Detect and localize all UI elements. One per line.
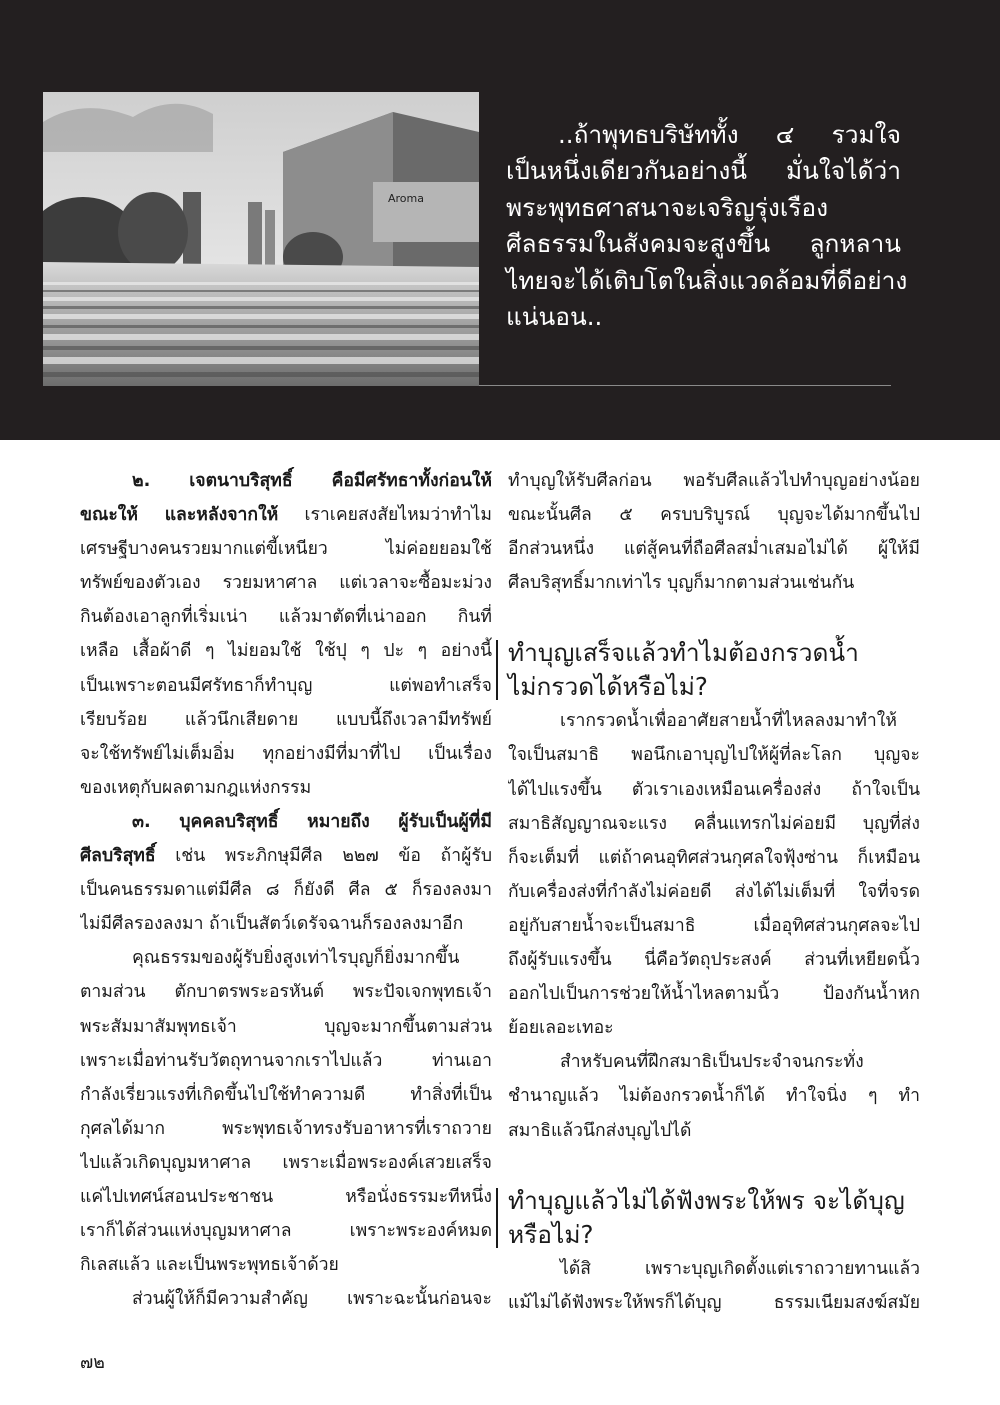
text-line: ตามส่วน ตักบาตรพระอรหันต์ พระปัจเจกพุทธเจ้า xyxy=(80,982,492,1003)
text-line: ใจเป็นสมาธิ พอนึกเอาบุญไปให้ผู้ที่ละโลก บุญจะ xyxy=(508,745,920,766)
text-line xyxy=(80,498,492,532)
section-heading-blessing xyxy=(508,1184,920,1252)
right-column xyxy=(508,464,920,1320)
page-number: ๗๒ xyxy=(80,1353,105,1373)
text-line: พระสัมมาสัมพุทธเจ้า บุญจะมากขึ้นตามส่วน xyxy=(80,1016,492,1037)
text-line: ไปแล้วเกิดบุญมหาศาล เพราะเมื่อพระองค์เสวยเสร็จ xyxy=(80,1152,492,1173)
text-line: เศรษฐีบางคนรวยมากแต่ขี้เหนียว ไม่ค่อยยอมใช้ xyxy=(80,539,492,560)
text-line: แม้ไม่ได้ฟังพระให้พรก็ได้บุญ ธรรมเนียมสงฆ์สมัย xyxy=(508,1292,920,1313)
text-line: ก็จะเต็มที่ แต่ถ้าคนอุทิศส่วนกุศลใจฟุ้งซ่าน ก็เหมือน xyxy=(508,847,920,868)
text-line: อีกส่วนหนึ่ง แต่สู้คนที่ถือศีลสม่ำเสมอไม่ได้ ผู้ให้มี xyxy=(508,539,920,560)
crowd-photo-illustration xyxy=(43,92,479,386)
text-line: ส่วนผู้ให้ก็มีความสำคัญ เพราะฉะนั้นก่อนจะ xyxy=(132,1289,492,1310)
text-line: เรากรวดน้ำเพื่ออาศัยสายน้ำที่ไหลลงมาทำให้ xyxy=(560,711,897,732)
heading-line: ทำบุญแล้วไม่ได้ฟังพระให้พร จะได้บุญ xyxy=(508,1185,905,1215)
mall-sign-text: Aroma xyxy=(388,192,424,205)
bold-lead: ศีลบริสุทธิ์ xyxy=(80,846,156,867)
text-line: ย้อยเลอะเทอะ xyxy=(508,1018,614,1039)
text-line: ถึงผู้รับแรงขึ้น นี่คือวัตถุประสงค์ ส่วนที่เหยียดนิ้ว xyxy=(508,950,920,971)
text-line: เรียบร้อย แล้วนึกเสียดาย แบบนี้ถึงเวลามีทรัพย์ xyxy=(80,709,492,730)
text-line: อยู่กับสายน้ำจะเป็นสมาธิ เมื่ออุทิศส่วนกุศลจะไป xyxy=(508,915,920,936)
text-line: จะใช้ทรัพย์ไม่เต็มอิ่ม ทุกอย่างมีที่มาที่ไป เป็นเรื่อง xyxy=(80,743,492,764)
quote-line: ศีลธรรมในสังคมจะสูงขึ้น ลูกหลาน xyxy=(506,229,901,259)
section-heading-grudnam xyxy=(508,636,920,704)
pull-quote xyxy=(506,117,908,335)
text-line: สำหรับคนที่ฝึกสมาธิเป็นประจำจนกระทั่ง xyxy=(560,1052,864,1073)
text-line: สมาธิสัญญาณจะแรง คลื่นแทรกไม่ค่อยมี บุญที่ส่ง xyxy=(508,813,920,834)
heading-line: ทำบุญเสร็จแล้วทำไมต้องกรวดน้ำ xyxy=(508,638,859,668)
text-line: เป็นคนธรรมดาแต่มีศีล ๘ ก็ยังดี ศีล ๕ ก็รองลงมา xyxy=(80,880,492,901)
text-line: เราก็ได้ส่วนแห่งบุญมหาศาล เพราะพระองค์หมด xyxy=(80,1221,492,1242)
text-line: ทรัพย์ของตัวเอง รวยมหาศาล แต่เวลาจะซื้อมะม่วง xyxy=(80,573,492,594)
text-line: เป็นเพราะตอนมีศรัทธาก็ทำบุญ แต่พอทำเสร็จ xyxy=(80,675,492,696)
text-line: กับเครื่องส่งที่กำลังไม่ค่อยดี ส่งได้ไม่เต็มที่ ใจที่จรด xyxy=(508,881,920,902)
text-line: เพราะเมื่อท่านรับวัตถุทานจากเราไปแล้ว ท่านเอา xyxy=(80,1050,492,1071)
heading-line: หรือไม่? xyxy=(508,1219,594,1249)
bold-lead: ๒. เจตนาบริสุทธิ์ คือมีศรัทธาทั้งก่อนให้ xyxy=(132,471,492,491)
bold-lead: ขณะให้ และหลังจากให้ xyxy=(80,505,279,526)
quote-line: ..ถ้าพุทธบริษัททั้ง ๔ รวมใจ xyxy=(558,120,901,149)
text-line xyxy=(80,839,492,873)
text-line: กุศลได้มาก พระพุทธเจ้าทรงรับอาหารที่เราถวาย xyxy=(80,1118,492,1139)
text-line: กำลังเรี่ยวแรงที่เกิดขึ้นไปใช้ทำความดี ทำสิ่งที่เป็น xyxy=(80,1084,492,1105)
text-line: ได้ไปแรงขึ้น ตัวเราเองเหมือนเครื่องส่ง ถ้าใจเป็น xyxy=(508,779,920,800)
text-line: ของเหตุกับผลตามกฎแห่งกรรม xyxy=(80,777,312,798)
text-line: กิเลสแล้ว และเป็นพระพุทธเจ้าด้วย xyxy=(80,1255,339,1276)
text-line: ขณะนั้นศีล ๕ ครบบริบูรณ์ บุญจะได้มากขึ้นไป xyxy=(508,505,920,526)
inline-text: เช่น พระภิกษุมีศีล ๒๒๗ ข้อ ถ้าผู้รับ xyxy=(155,846,492,867)
text-line: ออกไปเป็นการช่วยให้น้ำไหลตามนิ้ว ป้องกันน้ำหก xyxy=(508,984,920,1005)
left-column xyxy=(80,464,492,1316)
text-line: ศีลบริสุทธิ์มากเท่าไร บุญก็มากตามส่วนเช่นกัน xyxy=(508,573,855,594)
text-line: ทำบุญให้รับศีลก่อน พอรับศีลแล้วไปทำบุญอย่างน้อย xyxy=(508,471,920,491)
quote-line: ไทยจะได้เติบโตในสิ่งแวดล้อมที่ดีอย่าง xyxy=(506,265,908,295)
text-line: ชำนาญแล้ว ไม่ต้องกรวดน้ำก็ได้ ทำใจนิ่ง ๆ ทำ xyxy=(508,1086,920,1107)
inline-text: เราเคยสงสัยไหมว่าทำไม xyxy=(278,505,492,526)
text-line: แค่ไปเทศน์สอนประชาชน หรือนั่งธรรมะทีหนึ่ง xyxy=(80,1186,492,1207)
text-line: ไม่มีศีลรองลงมา ถ้าเป็นสัตว์เดรัจฉานก็รองลงมาอีก xyxy=(80,914,464,935)
text-line: กินต้องเอาลูกที่เริ่มเน่า แล้วมาตัดที่เน่าออก กินที่ xyxy=(80,607,492,628)
text-line xyxy=(80,805,492,839)
divider-rule xyxy=(479,385,891,386)
text-line: คุณธรรมของผู้รับยิ่งสูงเท่าไรบุญก็ยิ่งมากขึ้น xyxy=(132,948,460,969)
text-line: ได้สิ เพราะบุญเกิดตั้งแต่เราถวายทานแล้ว xyxy=(560,1258,920,1279)
bold-lead: ๓. บุคคลบริสุทธิ์ หมายถึง ผู้รับเป็นผู้ที่มี xyxy=(132,811,492,832)
text-line: เหลือ เสื้อผ้าดี ๆ ไม่ยอมใช้ ใช้ปุ ๆ ปะ ๆ อย่างนี้ xyxy=(80,641,492,662)
header-banner xyxy=(0,0,1000,440)
crowd-photo xyxy=(43,92,479,386)
quote-line: แน่นอน.. xyxy=(506,302,603,332)
text-line xyxy=(80,464,492,498)
quote-line: เป็นหนึ่งเดียวกันอย่างนี้ มั่นใจได้ว่า xyxy=(506,156,901,186)
heading-line: ไม่กรวดได้หรือไม่? xyxy=(508,672,708,702)
quote-line: พระพุทธศาสนาจะเจริญรุ่งเรือง xyxy=(506,192,829,222)
text-line: สมาธิแล้วนึกส่งบุญไปได้ xyxy=(508,1120,692,1141)
